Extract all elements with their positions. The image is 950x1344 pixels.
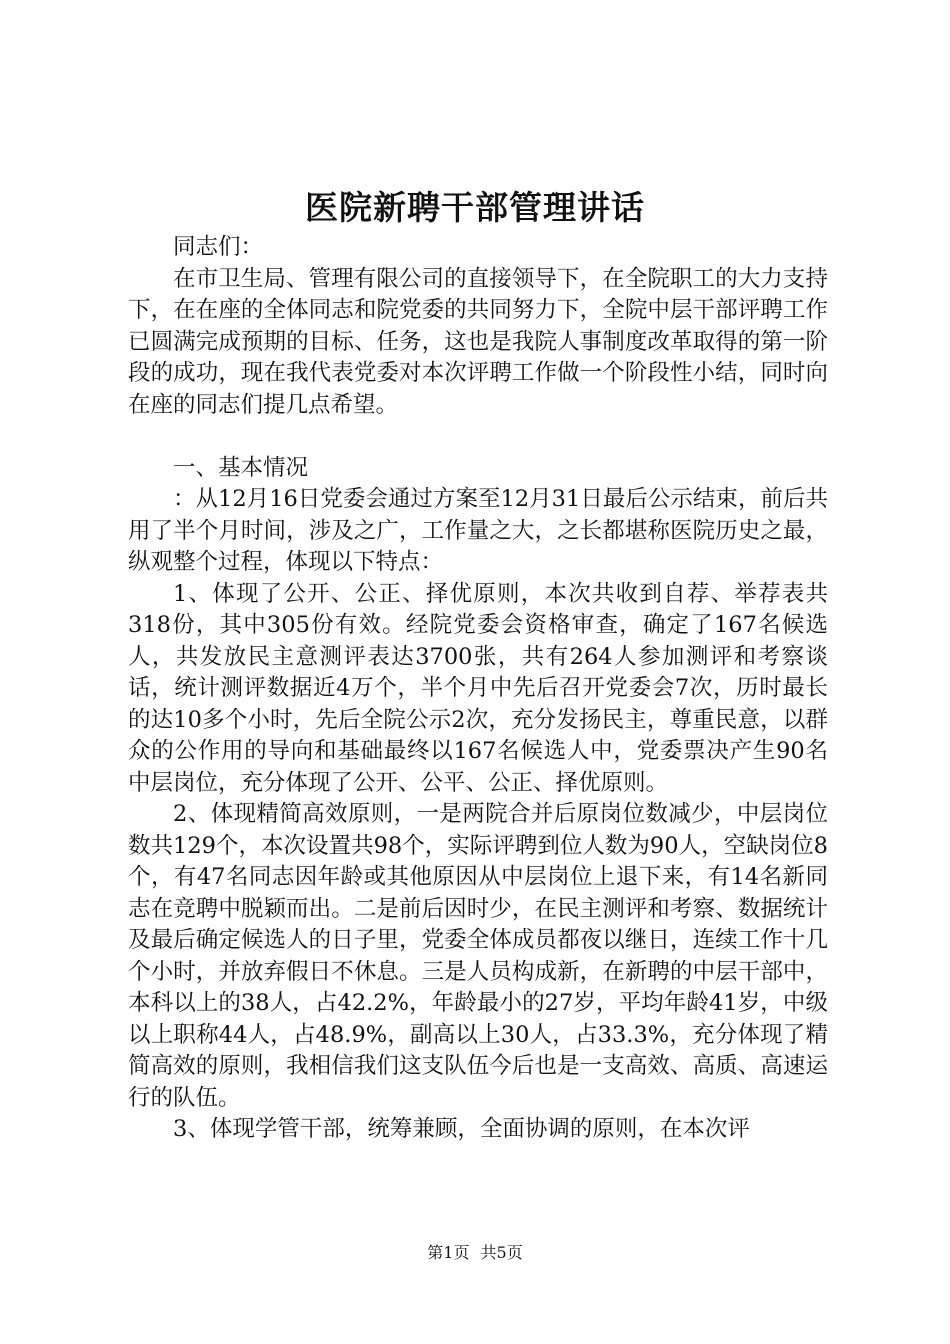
point-3-paragraph: 3、体现学管干部，统筹兼顾，全面协调的原则，在本次评 (173, 1116, 750, 1142)
document-body (128, 232, 828, 1146)
page-number: 第1页 (427, 1243, 470, 1262)
page-total: 共5页 (480, 1243, 523, 1262)
point-1-paragraph: 1、体现了公开、公正、择优原则，本次共收到自荐、举荐表共318份，其中305份有效。经院党委会资格审查，确定了167名候选人，共发放民主意测评表达3700张，共有264人参加测评和考察谈话，统计测评数据近4万个，半个月中先后召开党委会7次，历时最长的达10多个小时，先后全院公示2次，充分发扬民主，尊重民意，以群众的公作用的导向和基础最终以167名候选人中，党委票决产生90名中层岗位，充分体现了公开、公平、公正、择优原则。 (128, 580, 828, 796)
page-title: 医院新聘干部管理讲话 (305, 188, 645, 227)
overview-paragraph: ：从12月16日党委会通过方案至12月31日最后公示结束，前后共用了半个月时间，涉及之广，工作量之大，之长都堪称医院历史之最，纵观整个过程，体现以下特点： (128, 486, 828, 575)
section-heading: 一、基本情况 (173, 454, 309, 481)
page-footer (0, 1243, 950, 1263)
point-2-paragraph: 2、体现精简高效原则，一是两院合并后原岗位数减少，中层岗位数共129个，本次设置共98个，实际评聘到位人数为90人，空缺岗位8个，有47名同志因年龄或其他原因从中层岗位上退下来，有14名新同志在竞聘中脱颖而出。二是前后因时少，在民主测评和考察、数据统计及最后确定候选人的日子里，党委全体成员都夜以继日，连续工作十几个小时，并放弃假日不休息。三是人员构成新，在新聘的中层干部中，本科以上的38人，占42.2%，年龄最小的27岁，平均年龄41岁，中级以上职称44人，占48.9%，副高以上30人，占33.3%，充分体现了精简高效的原则，我相信我们这支队伍今后也是一支高效、高质、高速运行的队伍。 (128, 801, 828, 1111)
intro-paragraph: 在市卫生局、管理有限公司的直接领导下，在全院职工的大力支持下，在在座的全体同志和院党委的共同努力下，全院中层干部评聘工作已圆满完成预期的目标、任务，这也是我院人事制度改革取得的第一阶段的成功，现在我代表党委对本次评聘工作做一个阶段性小结，同时向在座的同志们提几点希望。 (128, 265, 828, 418)
salutation: 同志们： (173, 234, 264, 260)
